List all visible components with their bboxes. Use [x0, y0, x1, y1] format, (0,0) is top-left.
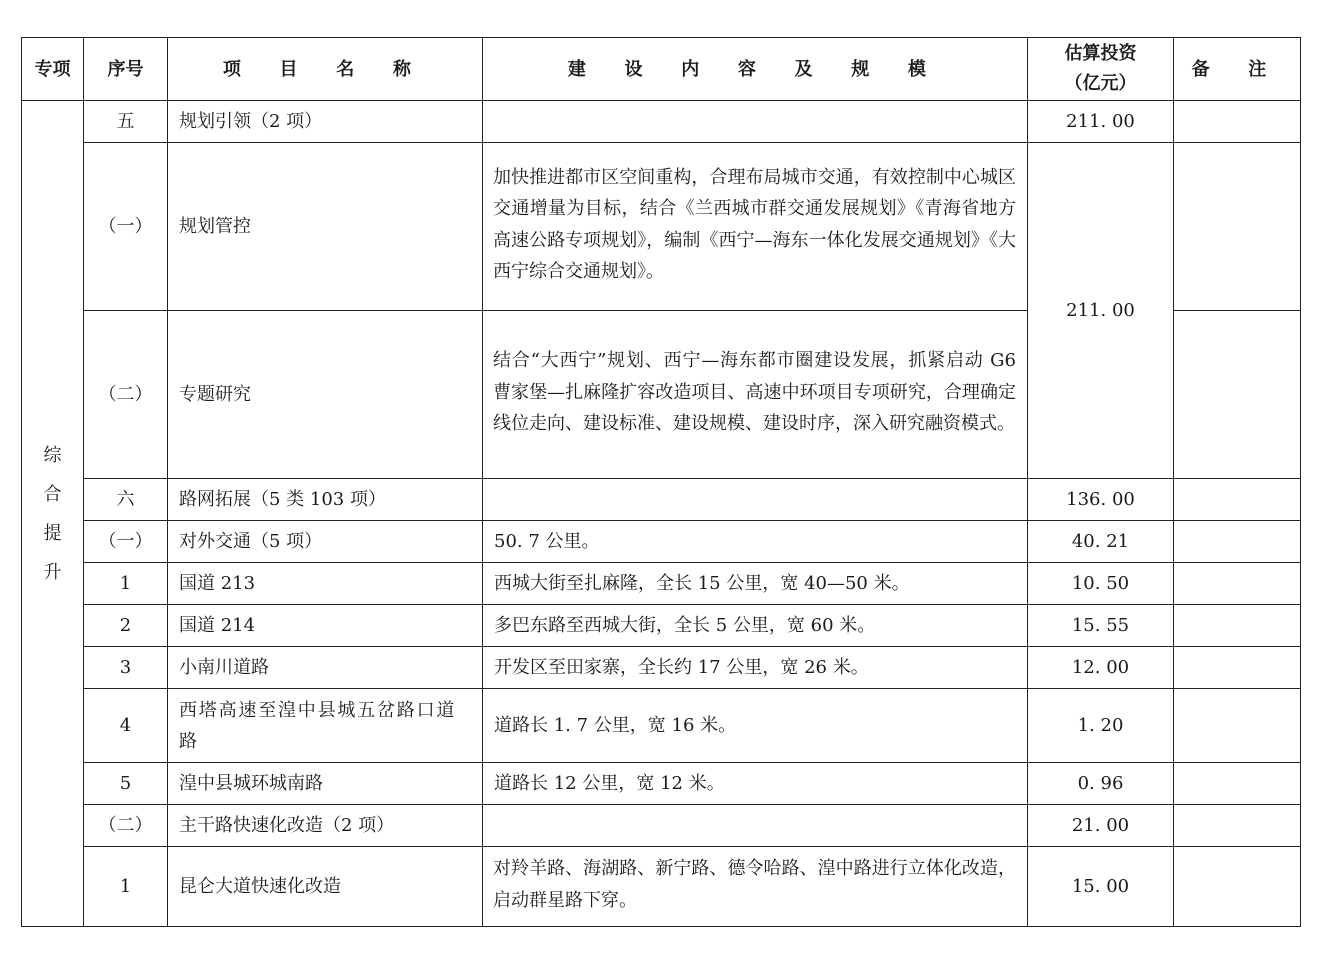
seq-cell: （一） [84, 143, 168, 311]
seq-cell: 六 [84, 479, 168, 521]
name-cell: 规划管控 [168, 143, 483, 311]
investment-cell: 136. 00 [1028, 479, 1174, 521]
seq-cell: （二） [84, 805, 168, 847]
investment-cell: 211. 00 [1028, 101, 1174, 143]
investment-cell: 40. 21 [1028, 521, 1174, 563]
content-cell: 开发区至田家寨，全长约 17 公里，宽 26 米。 [483, 647, 1028, 689]
seq-cell: 3 [84, 647, 168, 689]
content-cell [483, 805, 1028, 847]
remark-cell [1174, 521, 1301, 563]
name-cell: 专题研究 [168, 311, 483, 479]
header-seq: 序号 [84, 38, 168, 101]
category-char: 合 [43, 483, 62, 505]
name-cell: 主干路快速化改造（2 项） [168, 805, 483, 847]
remark-cell [1174, 605, 1301, 647]
content-cell [483, 479, 1028, 521]
table-row [22, 521, 1301, 563]
category-char: 提 [43, 522, 62, 544]
table-row [22, 647, 1301, 689]
table-row [22, 605, 1301, 647]
seq-cell: 1 [84, 847, 168, 927]
content-cell: 对羚羊路、海湖路、新宁路、德令哈路、湟中路进行立体化改造，启动群星路下穿。 [483, 847, 1028, 927]
table-row [22, 143, 1301, 311]
name-cell: 昆仑大道快速化改造 [168, 847, 483, 927]
header-category: 专项 [22, 38, 84, 101]
remark-cell [1174, 563, 1301, 605]
remark-cell [1174, 311, 1301, 479]
header-investment-line2: （亿元） [1064, 73, 1137, 94]
content-cell: 加快推进都市区空间重构，合理布局城市交通，有效控制中心城区交通增量为目标，结合《兰西城市群交通发展规划》《青海省地方高速公路专项规划》，编制《西宁—海东一体化发展交通规划》《大西宁综合交通规划》。 [483, 143, 1028, 311]
remark-cell [1174, 479, 1301, 521]
name-cell: 西塔高速至湟中县城五岔路口道路 [168, 689, 483, 763]
remark-cell [1174, 647, 1301, 689]
category-char: 升 [43, 561, 62, 583]
content-cell: 道路长 1. 7 公里，宽 16 米。 [483, 689, 1028, 763]
seq-cell: 五 [84, 101, 168, 143]
category-cell [22, 101, 84, 927]
content-cell: 道路长 12 公里，宽 12 米。 [483, 763, 1028, 805]
investment-cell: 0. 96 [1028, 763, 1174, 805]
seq-cell: 1 [84, 563, 168, 605]
name-cell: 国道 214 [168, 605, 483, 647]
table-row [22, 101, 1301, 143]
seq-cell: 4 [84, 689, 168, 763]
project-table [21, 37, 1301, 927]
name-cell: 小南川道路 [168, 647, 483, 689]
table-row [22, 689, 1301, 763]
investment-cell: 15. 55 [1028, 605, 1174, 647]
name-cell: 规划引领（2 项） [168, 101, 483, 143]
content-cell [483, 101, 1028, 143]
content-cell: 多巴东路至西城大街，全长 5 公里，宽 60 米。 [483, 605, 1028, 647]
remark-cell [1174, 101, 1301, 143]
investment-cell: 1. 20 [1028, 689, 1174, 763]
table-row [22, 479, 1301, 521]
table-row [22, 763, 1301, 805]
remark-cell [1174, 689, 1301, 763]
seq-cell: （一） [84, 521, 168, 563]
name-cell: 国道 213 [168, 563, 483, 605]
content-cell: 50. 7 公里。 [483, 521, 1028, 563]
seq-cell: 5 [84, 763, 168, 805]
name-cell: 湟中县城环城南路 [168, 763, 483, 805]
seq-cell: 2 [84, 605, 168, 647]
content-cell: 结合“大西宁”规划、西宁—海东都市圈建设发展，抓紧启动 G6 曹家堡—扎麻隆扩容改造项目、高速中环项目专项研究，合理确定线位走向、建设标准、建设规模、建设时序，深入研究融资模式。 [483, 311, 1028, 479]
investment-cell: 10. 50 [1028, 563, 1174, 605]
name-cell: 对外交通（5 项） [168, 521, 483, 563]
header-content: 建 设 内 容 及 规 模 [483, 38, 1028, 101]
investment-cell: 21. 00 [1028, 805, 1174, 847]
remark-cell [1174, 143, 1301, 311]
header-investment [1028, 38, 1174, 101]
category-char: 综 [43, 444, 62, 466]
investment-cell: 15. 00 [1028, 847, 1174, 927]
investment-cell: 12. 00 [1028, 647, 1174, 689]
header-remark: 备 注 [1174, 38, 1301, 101]
investment-cell: 211. 00 [1028, 143, 1174, 479]
remark-cell [1174, 847, 1301, 927]
table-row [22, 805, 1301, 847]
seq-cell: （二） [84, 311, 168, 479]
name-cell: 路网拓展（5 类 103 项） [168, 479, 483, 521]
table-row [22, 847, 1301, 927]
content-cell: 西城大街至扎麻隆，全长 15 公里，宽 40—50 米。 [483, 563, 1028, 605]
remark-cell [1174, 805, 1301, 847]
header-investment-line1: 估算投资 [1064, 43, 1137, 64]
table-header-row [22, 38, 1301, 101]
table-row [22, 563, 1301, 605]
header-name: 项 目 名 称 [168, 38, 483, 101]
remark-cell [1174, 763, 1301, 805]
